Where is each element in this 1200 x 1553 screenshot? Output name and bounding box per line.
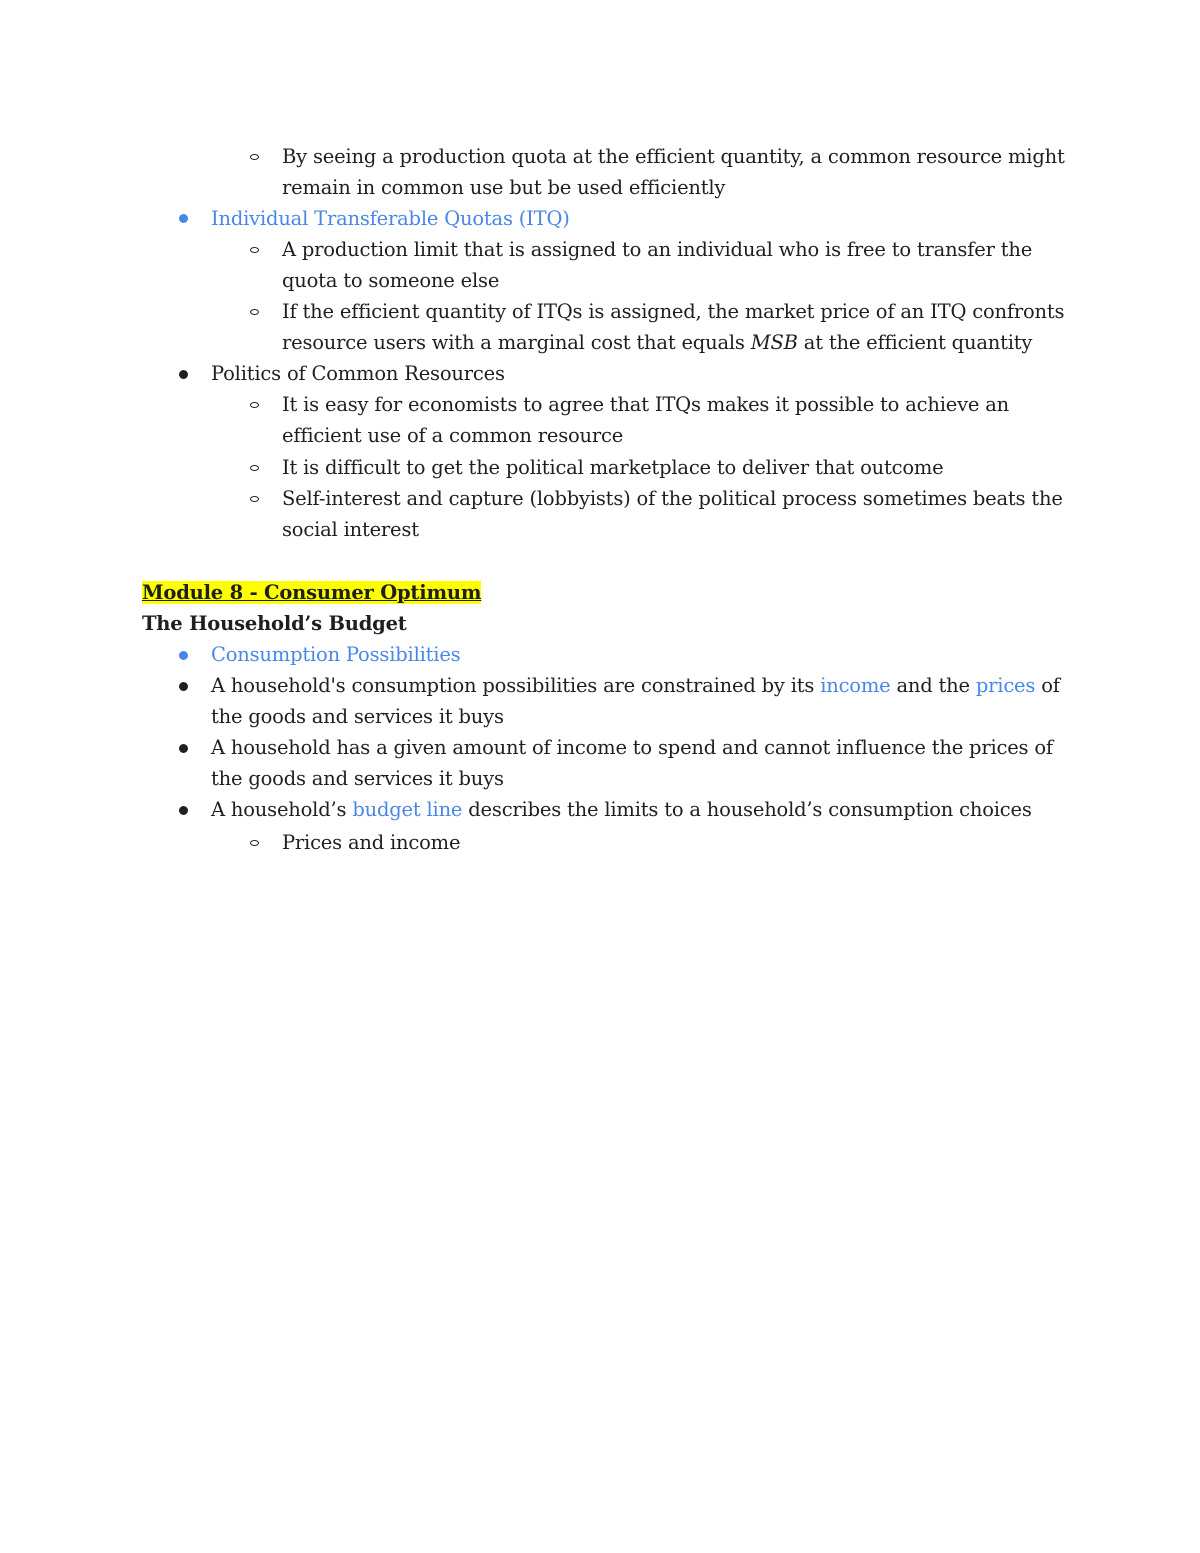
bullet2-line2: the goods and services it buys bbox=[211, 767, 504, 790]
itq-definition-line1: A production limit that is assigned to an individual who is free to transfer the bbox=[282, 238, 1033, 261]
filled-bullet-icon bbox=[179, 744, 188, 753]
bullet1-text-mid: and the bbox=[890, 674, 976, 697]
bullet3-text-start: A household’s bbox=[211, 798, 353, 821]
bullet1-text-end: of bbox=[1035, 674, 1060, 697]
hollow-bullet-icon bbox=[250, 402, 259, 408]
bullet3-text-end: describes the limits to a household’s consumption choices bbox=[462, 798, 1032, 821]
prices-term: prices bbox=[975, 674, 1036, 697]
politics-item1-line2: efficient use of a common resource bbox=[282, 424, 624, 447]
itq-definition-line2: quota to someone else bbox=[282, 269, 500, 292]
quota-text-line1: By seeing a production quota at the efficient quantity, a common resource might bbox=[282, 145, 1065, 168]
itq-price-line2 bbox=[282, 327, 1032, 358]
budget-line-term: budget line bbox=[352, 798, 463, 821]
bullet1-line1 bbox=[211, 670, 1060, 701]
politics-item3-line1: Self-interest and capture (lobbyists) of the political process sometimes beats the bbox=[282, 487, 1063, 510]
hollow-bullet-icon bbox=[250, 465, 259, 471]
itq-heading: Individual Transferable Quotas (ITQ) bbox=[211, 207, 570, 230]
quota-text-line2: remain in common use but be used efficiently bbox=[282, 176, 726, 199]
filled-bullet-icon bbox=[179, 682, 188, 691]
hollow-bullet-icon bbox=[250, 247, 259, 253]
bullet1-line2: the goods and services it buys bbox=[211, 705, 504, 728]
consumption-possibilities-heading: Consumption Possibilities bbox=[211, 643, 461, 666]
bullet2-line1: A household has a given amount of income to spend and cannot influence the prices of bbox=[211, 736, 1053, 759]
hollow-bullet-icon bbox=[250, 154, 259, 160]
itq-price-line2-start: resource users with a marginal cost that equals bbox=[282, 331, 751, 354]
bullet3-line bbox=[211, 794, 1032, 825]
hollow-bullet-icon bbox=[250, 840, 259, 846]
filled-bullet-icon bbox=[179, 370, 188, 379]
politics-item3-line2: social interest bbox=[282, 518, 419, 541]
msb-term: MSB bbox=[750, 331, 798, 354]
politics-item1-line1: It is easy for economists to agree that ITQs makes it possible to achieve an bbox=[282, 393, 1010, 416]
hollow-bullet-icon bbox=[250, 309, 259, 315]
itq-price-line2-end: at the efficient quantity bbox=[797, 331, 1033, 354]
politics-heading: Politics of Common Resources bbox=[211, 362, 505, 385]
politics-item2: It is difficult to get the political marketplace to deliver that outcome bbox=[282, 456, 944, 479]
section-subtitle: The Household’s Budget bbox=[142, 612, 407, 635]
module-heading bbox=[142, 577, 481, 608]
filled-bullet-icon bbox=[179, 214, 188, 223]
module-title: Module 8 - Consumer Optimum bbox=[142, 581, 482, 604]
filled-bullet-icon bbox=[179, 651, 188, 660]
hollow-bullet-icon bbox=[250, 496, 259, 502]
itq-price-line1: If the efficient quantity of ITQs is assigned, the market price of an ITQ confronts bbox=[282, 300, 1065, 323]
sub-bullet-prices-income: Prices and income bbox=[282, 831, 461, 854]
income-term: income bbox=[820, 674, 891, 697]
filled-bullet-icon bbox=[179, 806, 188, 815]
bullet1-text-start: A household's consumption possibilities are constrained by its bbox=[211, 674, 821, 697]
